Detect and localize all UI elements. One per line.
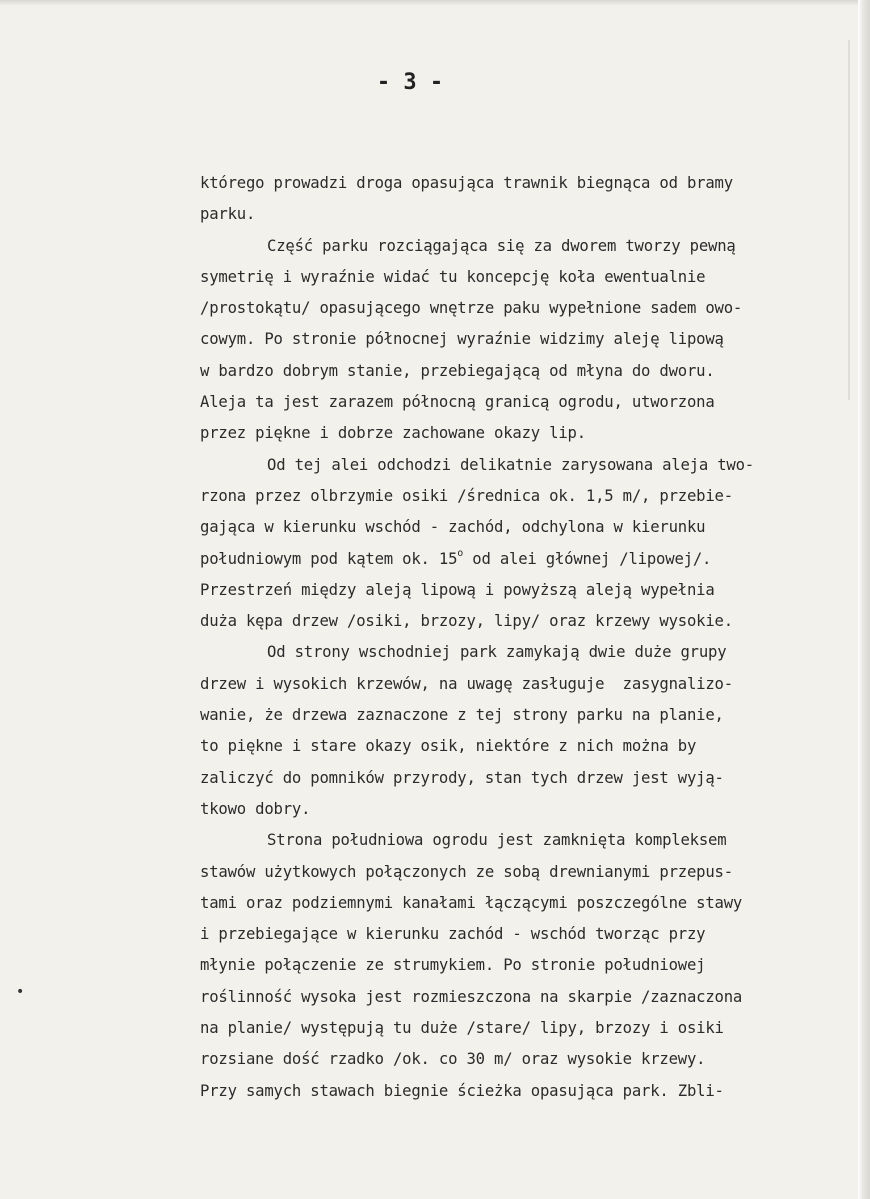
text-line-content: stawów użytkowych połączonych ze sobą drewnianymi przepus- <box>200 862 733 881</box>
text-line-content: tkowo dobry. <box>200 799 311 818</box>
text-line-content: parku. <box>200 205 256 224</box>
text-line <box>200 888 840 919</box>
text-line-content: Od strony wschodniej park zamykają dwie duże grupy <box>267 643 727 662</box>
text-line-content: rzona przez olbrzymie osiki /średnica ok. 1,5 m/, przebie- <box>200 486 733 505</box>
text-line-content: roślinność wysoka jest rozmieszczona na skarpie /zaznaczona <box>200 987 743 1006</box>
text-line-content: duża kępa drzew /osiki, brzozy, lipy/ oraz krzewy wysokie. <box>200 612 733 631</box>
text-line <box>200 982 840 1013</box>
text-line-content: to piękne i stare okazy osik, niektóre z nich można by <box>200 737 697 756</box>
text-line <box>200 794 840 825</box>
text-line-content: młynie połączenie ze strumykiem. Po stronie południowej <box>200 956 706 975</box>
degree-superscript: o <box>457 547 464 559</box>
text-line-content: Przy samych stawach biegnie ścieżka opasująca park. Zbli- <box>200 1081 724 1100</box>
text-line-content: południowym pod kątem ok. 15 <box>200 549 458 568</box>
text-line-content: gająca w kierunku wschód - zachód, odchylona w kierunku <box>200 518 706 537</box>
text-line <box>200 857 840 888</box>
text-line-content: Od tej alei odchodzi delikatnie zarysowana aleja two- <box>267 455 754 474</box>
margin-shadow <box>848 40 850 400</box>
text-line <box>200 262 840 293</box>
text-line <box>200 950 840 981</box>
text-line <box>200 763 840 794</box>
text-line-content: którego prowadzi droga opasująca trawnik biegnąca od bramy <box>200 174 733 192</box>
text-line <box>200 575 840 606</box>
text-line-content: Część parku rozciągająca się za dworem tworzy pewną <box>267 236 736 255</box>
text-line <box>200 1013 840 1044</box>
text-line-content: /prostokątu/ opasującego wnętrze paku wypełnione sadem owo- <box>200 299 743 318</box>
text-line-content: przez piękne i dobrze zachowane okazy lip. <box>200 424 586 443</box>
page-top-edge <box>0 0 870 6</box>
page-number: - 3 - <box>376 70 444 95</box>
text-line-content: rozsiane dość rzadko /ok. co 30 m/ oraz wysokie krzewy. <box>200 1050 706 1069</box>
text-line <box>200 700 840 731</box>
text-line <box>200 606 840 637</box>
text-line <box>200 231 840 262</box>
text-line <box>200 1044 840 1075</box>
text-line <box>200 293 840 324</box>
text-line-content: Przestrzeń między aleją lipową i powyższą aleją wypełnia <box>200 580 715 599</box>
body-text <box>200 168 840 1107</box>
text-line-content: w bardzo dobrym stanie, przebiegającą od młyna do dworu. <box>200 361 715 380</box>
text-line <box>200 387 840 418</box>
text-line <box>200 544 840 575</box>
text-line-content: drzew i wysokich krzewów, na uwagę zasługuje zasygnalizo- <box>200 674 733 693</box>
text-line-content: i przebiegające w kierunku zachód - wschód tworząc przy <box>200 925 706 944</box>
text-line <box>200 731 840 762</box>
text-line <box>200 481 840 512</box>
text-line <box>200 919 840 950</box>
text-line <box>200 418 840 449</box>
text-line-content: na planie/ występują tu duże /stare/ lipy, brzozy i osiki <box>200 1019 724 1038</box>
text-line <box>200 168 840 199</box>
text-line <box>200 1076 840 1107</box>
text-line <box>200 669 840 700</box>
text-line <box>200 450 840 481</box>
text-line-content: cowym. Po stronie północnej wyraźnie widzimy aleję lipową <box>200 330 724 349</box>
text-line <box>200 199 840 230</box>
text-line-content: Aleja ta jest zarazem północną granicą ogrodu, utworzona <box>200 393 715 412</box>
text-line <box>200 324 840 355</box>
text-line <box>200 512 840 543</box>
text-line-continuation: od alei głównej /lipowej/. <box>463 549 712 568</box>
margin-bullet-mark: • <box>16 984 25 1000</box>
page-right-edge <box>858 0 870 1199</box>
text-line-content: zaliczyć do pomników przyrody, stan tych drzew jest wyją- <box>200 768 724 787</box>
text-line-content: wanie, że drzewa zaznaczone z tej strony parku na planie, <box>200 706 724 725</box>
text-line-content: symetrię i wyraźnie widać tu koncepcję koła ewentualnie <box>200 267 706 286</box>
text-line-content: Strona południowa ogrodu jest zamknięta kompleksem <box>267 831 727 850</box>
text-line <box>200 825 840 856</box>
text-line-content: tami oraz podziemnymi kanałami łączącymi poszczególne stawy <box>200 893 743 912</box>
text-line <box>200 356 840 387</box>
text-line <box>200 637 840 668</box>
